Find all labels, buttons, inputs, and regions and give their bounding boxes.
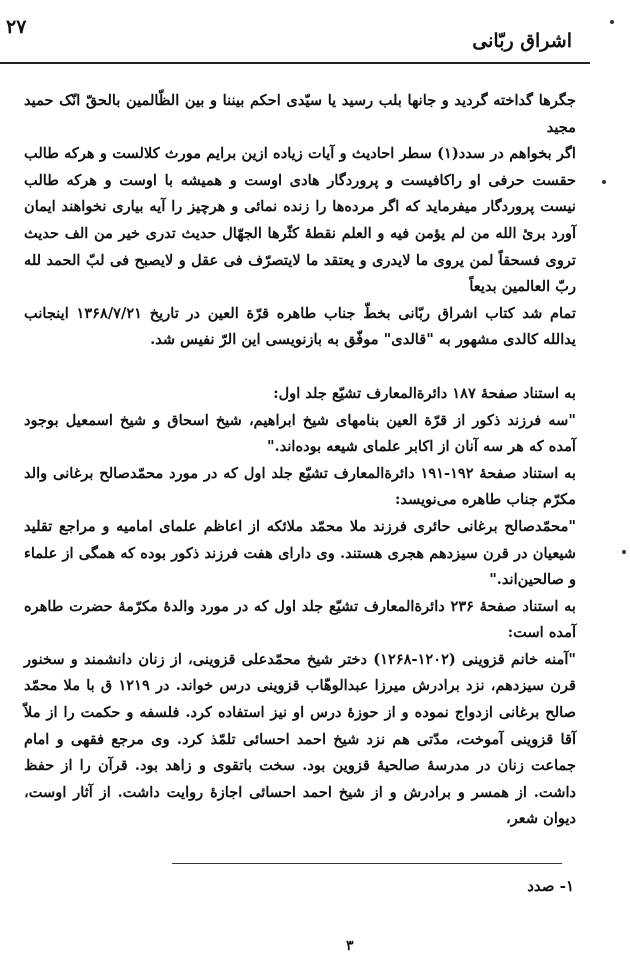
margin-dot-mark — [610, 20, 614, 24]
margin-dot-mark — [622, 550, 626, 554]
paragraph-source-187: به استناد صفحهٔ ۱۸۷ دائرة‌المعارف تشیّع جلد اول: — [273, 384, 576, 402]
page-number: ۲۷ — [6, 16, 27, 38]
margin-dot-mark — [602, 180, 606, 184]
paragraph-quote-sons: "سه فرزند ذکور از قرّة العین بنامهای شیخ ابراهیم، شیخ اسحاق و شیخ اسمعیل بوجود آمده که هر سه آنان از اکابر علمای شیعه بوده‌اند." — [24, 411, 576, 456]
footnote: ۱- صدد — [527, 877, 574, 895]
paragraph-source-191: به استناد صفحهٔ ۱۹۲-۱۹۱ دائرة‌المعارف تشیّع جلد اول که در مورد محمّدصالح برغانی والد مکرّم جناب طاهره می‌نویسد: — [24, 464, 576, 509]
running-header-title: اشراق ربّانی — [472, 30, 572, 52]
paragraph-quote-father: "محمّدصالح برغانی حائری فرزند ملا محمّد ملائکه از اعاظم علمای امامیه و مراجع تقلید شیعیان در قرن سیزدهم هجری هستند. وی دارای هفت فرزند ذکور بوده که همگی از علماء و صالحین‌اند." — [24, 517, 576, 589]
paragraph-hadith: اگر بخواهم در سدد(۱) سطر احادیث و آیات زیاده ازین برایم مورث کلالست و هرکه طالب حقست حرفی او راکافیست و پروردگار هادی اوست و همیشه با اوست و هرکه طالب نیست پروردگار میفرماید که اگر مرده‌ها را زنده نمائی و هرچیز را آیه بیاری نخواهند ایمان آورد برئ الله من لم یؤمن فیه و العلم نقطهٔ کثّرها الجهّال حدیث تدری خیر من الف حدیث تروی فسحقاً لمن یروی ما لایدری و یعتقد ما لایتصرّف فی عقل و لایصبح فی لبّ الحمد لله ربّ العالمین بدیعاً — [24, 145, 576, 296]
paragraph-quote-mother: "آمنه خانم قزوینی (۱۲۰۲-۱۲۶۸) دختر شیخ محمّدعلی قزوینی، از زنان دانشمند و سخنور قرن سیزدهم، نزد برادرش میرزا عبدالوهّاب قزوینی درس خواند. در ۱۲۱۹ ق با ملا محمّد صالح برغانی ازدواج نموده و از حوزهٔ درس او نیز استفاده کرد. فلسفه و حکمت را از ملاّ آقا قزوینی آموخت، مدّتی هم نزد شیخ احمد احسائی تلمّذ کرد. وی مرجع فقهی و امام جماعت زنان در مدرسهٔ صالحیهٔ قزوین بود. سخت باتقوی و زاهد بود. قرآن را از حفظ داشت. از همسر و برادرش و از شیخ احمد احسائی اجازهٔ روایت داشت. از آثار اوست، دیوان شعر، — [24, 650, 576, 828]
paragraph-opening: جگرها گداخته گردید و جانها بلب رسید یا سیّدی احکم بیننا و بین الظّالمین بالحقّ انّک حمید مجید — [24, 92, 576, 136]
page-bottom-mark: ۳ — [346, 938, 354, 954]
paragraph-source-236: به استناد صفحهٔ ۲۳۶ دائرة‌المعارف تشیّع جلد اول که در مورد والدهٔ مکرّمهٔ حضرت طاهره آمده است: — [24, 597, 576, 642]
footnote-rule — [172, 863, 562, 864]
paragraph-gap — [24, 354, 576, 381]
body-text — [24, 88, 576, 833]
header-rule — [0, 62, 590, 64]
paragraph-colophon: تمام شد کتاب اشراق ربّانی بخطّ جناب طاهره قرّة العین در تاریخ ۱۳۶۸/۷/۲۱ اینجانب یدالله کالدی مشهور به "قالدی" موفّق به بازنویسی این الرّ نفیس شد. — [24, 304, 576, 349]
